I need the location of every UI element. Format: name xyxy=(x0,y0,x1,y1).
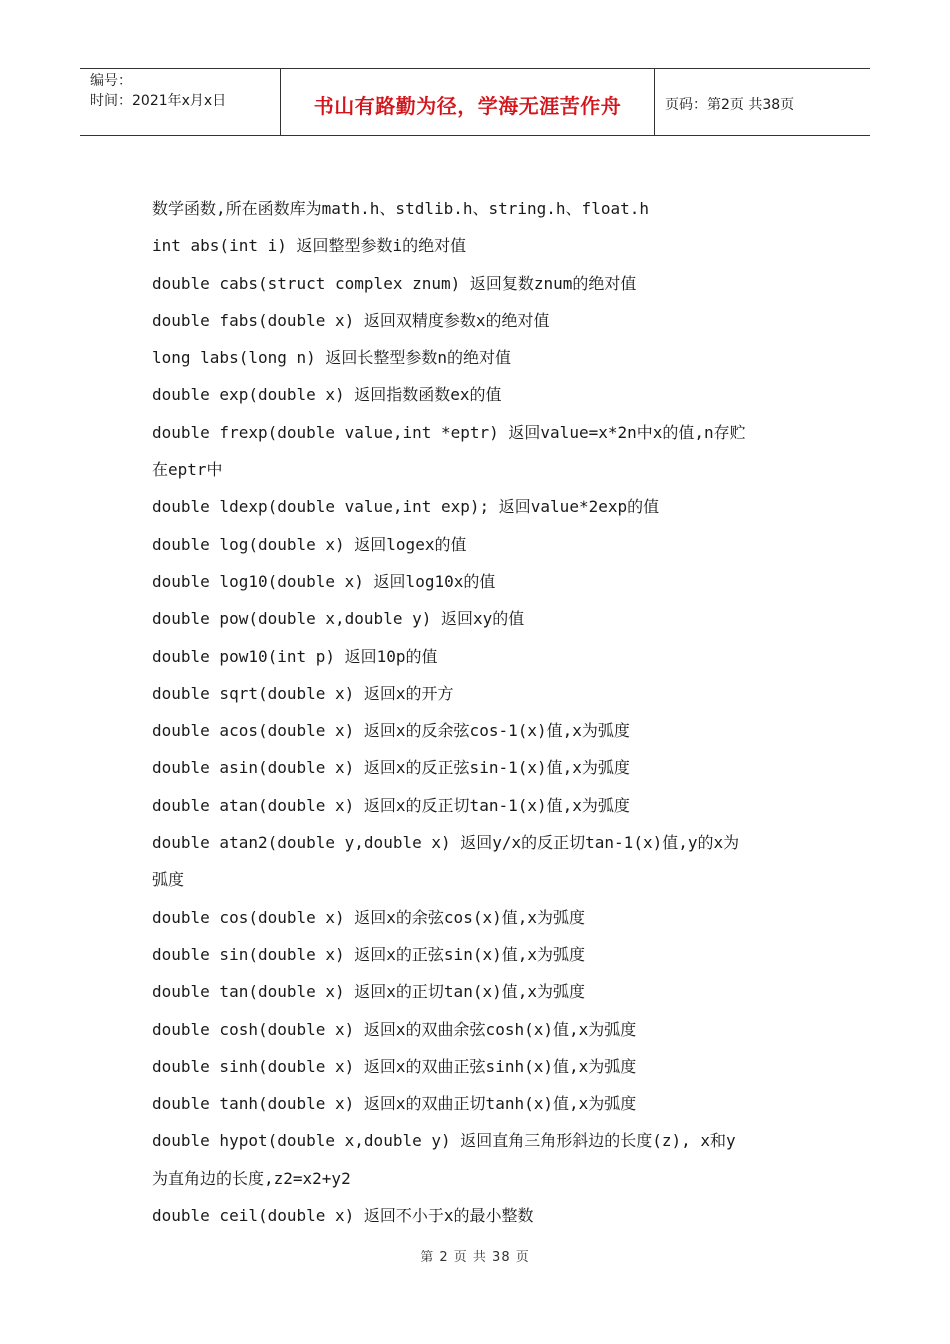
text-line: double atan(double x) 返回x的反正切tan-1(x)值,x为弧度 xyxy=(152,795,630,815)
document-body xyxy=(152,190,812,1234)
time-label: 时间：2021年x月x日 xyxy=(90,93,227,109)
text-line: double frexp(double value,int *eptr) 返回value=x*2n中x的值,n存贮 xyxy=(152,422,746,442)
text-line: double sinh(double x) 返回x的双曲正弦sinh(x)值,x为弧度 xyxy=(152,1056,637,1076)
text-line: double cabs(struct complex znum) 返回复数znum的绝对值 xyxy=(152,273,637,293)
text-line: double fabs(double x) 返回双精度参数x的绝对值 xyxy=(152,310,550,330)
text-line: double exp(double x) 返回指数函数ex的值 xyxy=(152,385,502,405)
text-line: double pow10(int p) 返回10p的值 xyxy=(152,646,438,666)
text-line: 数学函数,所在函数库为math.h、stdlib.h、string.h、float.h xyxy=(152,199,649,218)
header-meta xyxy=(80,69,281,135)
page-header xyxy=(80,68,870,136)
text-line: 为直角边的长度,z2=x2+y2 xyxy=(152,1168,351,1188)
text-line: 在eptr中 xyxy=(152,460,223,480)
text-line: double tan(double x) 返回x的正切tan(x)值,x为弧度 xyxy=(152,982,585,1002)
text-line: double ceil(double x) 返回不小于x的最小整数 xyxy=(152,1206,534,1226)
text-line: double hypot(double x,double y) 返回直角三角形斜边的长度(z), x和y xyxy=(152,1131,736,1151)
header-motto: 书山有路勤为径，学海无涯苦作舟 xyxy=(281,69,655,135)
text-line: double asin(double x) 返回x的反正弦sin-1(x)值,x为弧度 xyxy=(152,758,630,778)
text-line: double tanh(double x) 返回x的双曲正切tanh(x)值,x为弧度 xyxy=(152,1094,637,1114)
text-line: long labs(long n) 返回长整型参数n的绝对值 xyxy=(152,348,512,368)
text-line: double sqrt(double x) 返回x的开方 xyxy=(152,683,454,703)
text-line: double acos(double x) 返回x的反余弦cos-1(x)值,x为弧度 xyxy=(152,721,630,741)
text-line: int abs(int i) 返回整型参数i的绝对值 xyxy=(152,236,467,256)
text-line: double log10(double x) 返回log10x的值 xyxy=(152,571,496,591)
header-page-info: 页码：第2页 共38页 xyxy=(665,97,795,113)
text-line: double atan2(double y,double x) 返回y/x的反正切tan-1(x)值,y的x为 xyxy=(152,833,740,853)
text-line: double ldexp(double value,int exp); 返回value*2exp的值 xyxy=(152,497,660,517)
serial-label: 编号： xyxy=(90,73,132,89)
text-line: double cos(double x) 返回x的余弦cos(x)值,x为弧度 xyxy=(152,907,585,927)
text-line: double cosh(double x) 返回x的双曲余弦cosh(x)值,x为弧度 xyxy=(152,1019,637,1039)
text-line: double log(double x) 返回logex的值 xyxy=(152,534,467,554)
page-footer: 第 2 页 共 38 页 xyxy=(420,1250,530,1265)
text-line: double pow(double x,double y) 返回xy的值 xyxy=(152,609,525,629)
text-line: double sin(double x) 返回x的正弦sin(x)值,x为弧度 xyxy=(152,944,585,964)
text-line: 弧度 xyxy=(152,870,185,890)
